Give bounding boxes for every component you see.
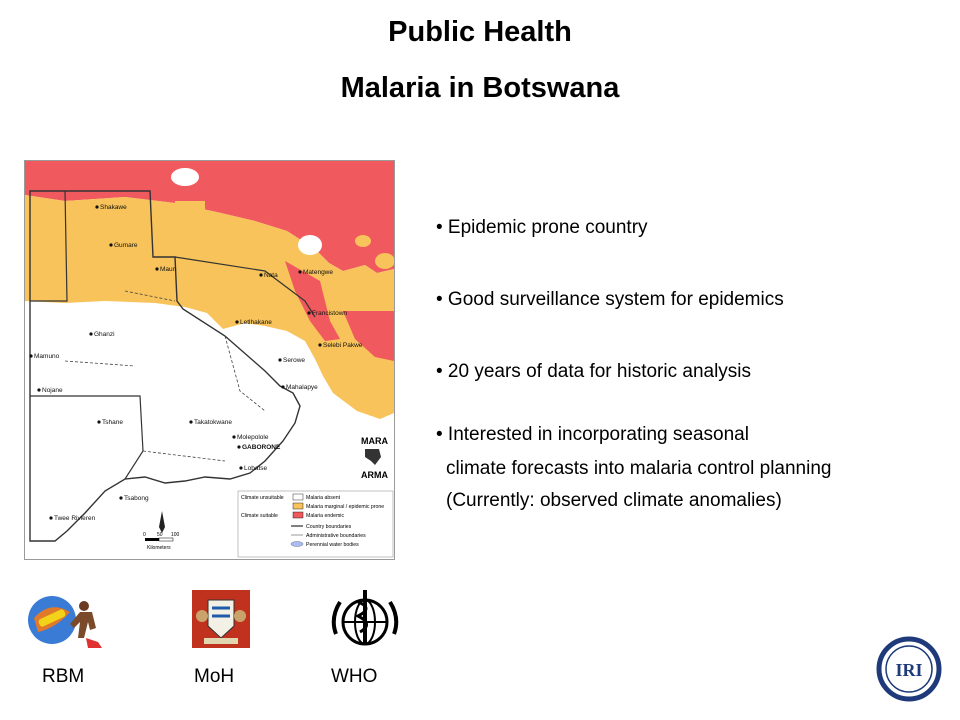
moh-coat-of-arms-icon [192, 590, 250, 648]
town-mamuno [29, 353, 59, 360]
bullet-epidemic: • Epidemic prone country [436, 217, 648, 238]
svg-text:Mamuno: Mamuno [34, 353, 60, 360]
town-ghanzi [89, 331, 114, 338]
svg-text:Tshane: Tshane [102, 419, 123, 426]
svg-text:IRI: IRI [895, 660, 923, 680]
town-tsabong [119, 495, 149, 502]
svg-text:Kilometers: Kilometers [147, 545, 171, 551]
town-mahalapye [281, 384, 318, 391]
svg-text:Serowe: Serowe [283, 357, 306, 364]
map-legend [238, 491, 393, 557]
svg-text:Ghanzi: Ghanzi [94, 331, 115, 338]
iri-logo-icon [876, 636, 942, 702]
svg-text:Francistown: Francistown [312, 310, 348, 317]
svg-text:Malaria endemic: Malaria endemic [306, 513, 345, 519]
who-label: WHO [331, 666, 378, 687]
svg-text:Climate suitable: Climate suitable [241, 513, 278, 519]
svg-text:Letlhakane: Letlhakane [240, 319, 272, 326]
bullet-seasonal: • Interested in incorporating seasonal [436, 424, 749, 445]
slide-subtitle: Malaria in Botswana [340, 72, 620, 104]
svg-text:Country boundaries: Country boundaries [306, 524, 352, 530]
svg-text:Shakawe: Shakawe [100, 204, 127, 211]
town-tshane [97, 419, 123, 426]
bullet-historic-data: • 20 years of data for historic analysis [436, 361, 752, 382]
svg-text:Mahalapye: Mahalapye [286, 384, 318, 391]
svg-text:50: 50 [157, 532, 163, 538]
svg-text:Lobatse: Lobatse [244, 465, 268, 472]
svg-text:Malaria absent: Malaria absent [306, 495, 341, 501]
town-twee-rivieren [49, 515, 95, 522]
svg-text:100: 100 [171, 532, 180, 538]
rbm-label: RBM [42, 666, 85, 687]
svg-text:Perennial water bodies: Perennial water bodies [306, 542, 359, 548]
botswana-malaria-map [24, 160, 395, 560]
svg-text:Twee Rivieren: Twee Rivieren [54, 515, 96, 522]
svg-text:0: 0 [143, 532, 146, 538]
town-serowe [278, 357, 305, 364]
who-emblem-icon [328, 588, 402, 654]
svg-text:GABORONE: GABORONE [242, 444, 281, 451]
svg-text:Tsabong: Tsabong [124, 495, 149, 502]
town-lobatse [239, 465, 267, 472]
town-gaborone [237, 444, 281, 451]
svg-text:Selebi Pakwe: Selebi Pakwe [323, 342, 363, 349]
town-gumare [109, 242, 137, 249]
town-shakawe [95, 204, 127, 211]
svg-text:Malaria marginal / epidemic pr: Malaria marginal / epidemic prone [306, 504, 385, 510]
svg-text:ARMA: ARMA [361, 470, 388, 480]
town-matengwe [298, 269, 333, 276]
svg-text:Molepolole: Molepolole [237, 434, 269, 441]
slide-title: Public Health [388, 16, 572, 48]
town-letlhakane [235, 319, 272, 326]
svg-text:Takatokwane: Takatokwane [194, 419, 232, 426]
svg-text:Nojane: Nojane [42, 387, 63, 394]
town-selebi-pakwe [318, 342, 362, 349]
svg-text:Nata: Nata [264, 272, 278, 279]
svg-text:Matengwe: Matengwe [303, 269, 333, 276]
svg-text:MARA: MARA [361, 436, 388, 446]
town-francistown [307, 310, 347, 317]
town-molepolole [232, 434, 268, 441]
bullet-seasonal-cont: climate forecasts into malaria control planning [446, 458, 832, 479]
svg-text:Climate unsuitable: Climate unsuitable [241, 495, 284, 501]
town-nojane [37, 387, 63, 394]
svg-text:Administrative boundaries: Administrative boundaries [306, 533, 366, 539]
bullet-surveillance: • Good surveillance system for epidemics [436, 289, 784, 310]
bullet-currently: (Currently: observed climate anomalies) [446, 490, 782, 511]
svg-text:Maun: Maun [160, 266, 177, 273]
svg-text:Gumare: Gumare [114, 242, 138, 249]
town-takatokwane [189, 419, 232, 426]
rbm-logo-icon [26, 588, 110, 652]
moh-label: MoH [194, 666, 235, 687]
